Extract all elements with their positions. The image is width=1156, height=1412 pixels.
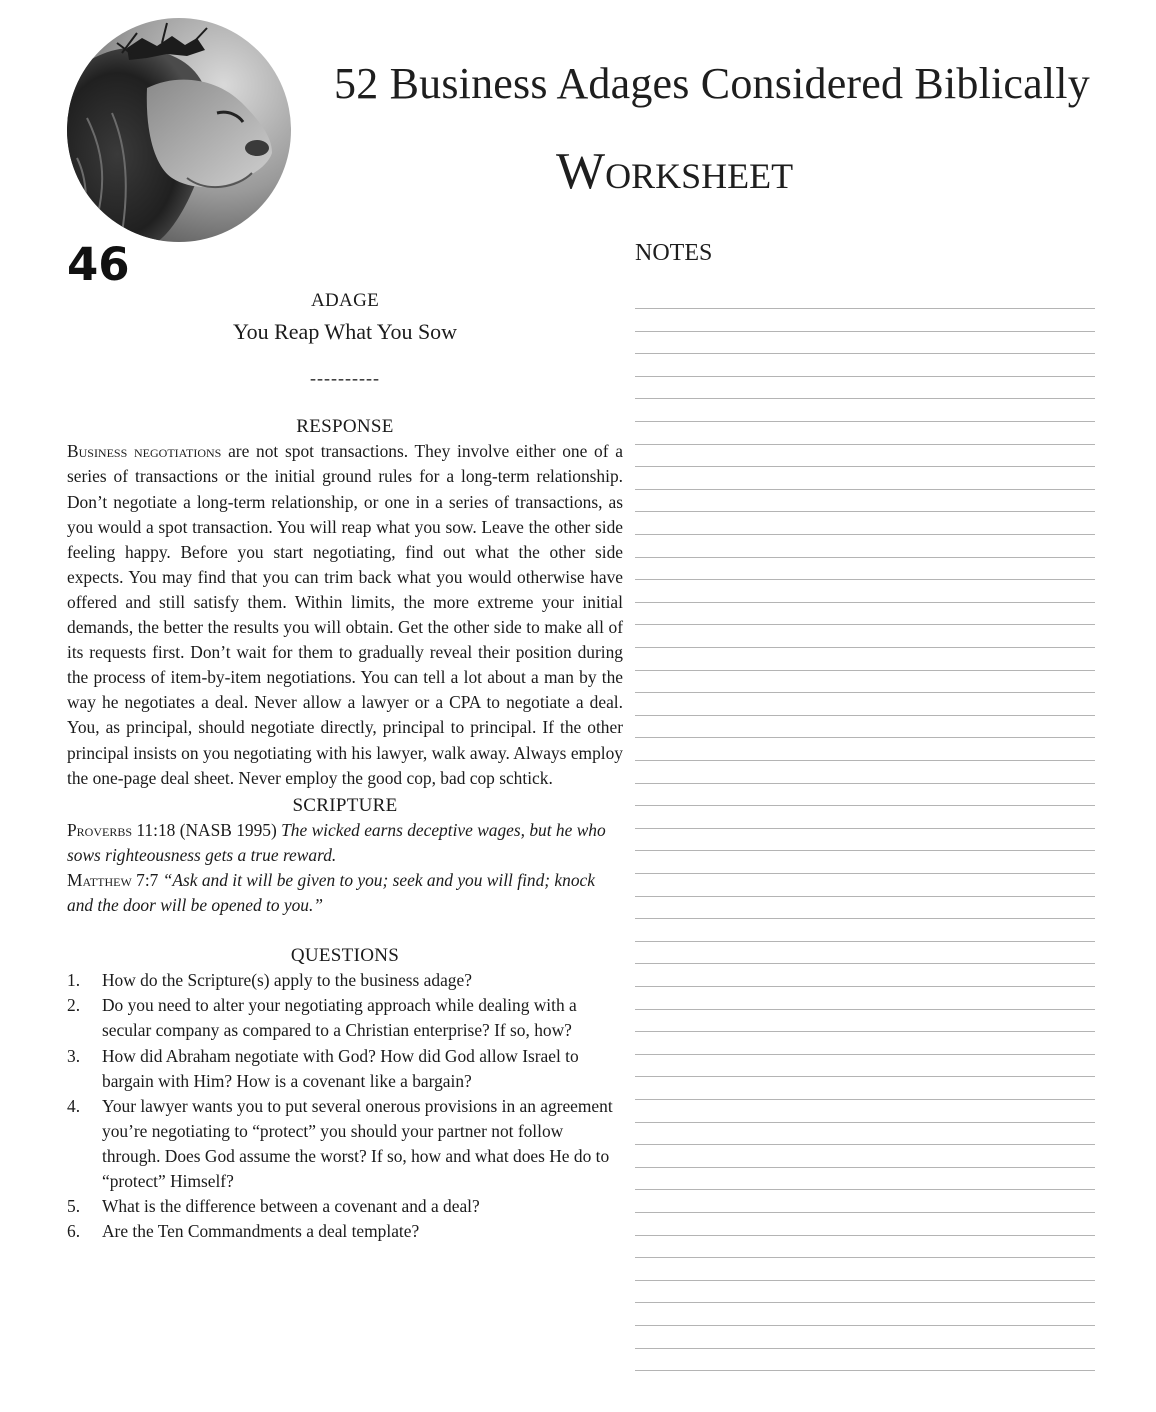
note-line — [635, 308, 1095, 309]
lion-image — [67, 18, 291, 242]
response-body: are not spot transactions. They involve either one of a series of transactions or the initial ground rules for a long-term relationship. Don’t negotiate a long-term relationship, or one in a series of transactions, as you would a spot transaction. You will reap what you sow. Leave the other side feeling happy. Before you start negotiating, find out what the other side expects. You may find that you can trim back what you would otherwise have offered and still satisfy them. Within limits, the more extreme your initial demands, the better the results you will obtain. Get the other side to make all of its requests first. Don’t wait for them to gradually reveal their position during the process of item-by-item negotiations. You can tell a lot about a man by the way he negotiates a deal. Never allow a lawyer or a CPA to negotiate a deal. You, as principal, should negotiate directly, principal to principal. If the other principal insists on you negotiating with his lawyer, walk away. Always employ the one-page deal sheet. Never employ the good cop, bad cop schtick. — [67, 441, 623, 788]
scripture-heading: SCRIPTURE — [292, 794, 398, 816]
note-line — [635, 353, 1095, 354]
note-line — [635, 602, 1095, 603]
note-line — [635, 1257, 1095, 1258]
question-number: 1. — [67, 970, 81, 991]
adage-text: You Reap What You Sow — [232, 319, 458, 345]
note-line — [635, 1054, 1095, 1055]
note-line — [635, 828, 1095, 829]
note-line — [635, 534, 1095, 535]
note-line — [635, 331, 1095, 332]
notes-label: NOTES — [635, 240, 713, 266]
note-line — [635, 647, 1095, 648]
question-item — [67, 1044, 623, 1094]
note-line — [635, 579, 1095, 580]
note-line — [635, 1122, 1095, 1123]
note-line — [635, 1325, 1095, 1326]
note-line — [635, 918, 1095, 919]
response-paragraph — [67, 439, 623, 790]
note-line — [635, 624, 1095, 625]
note-line — [635, 1099, 1095, 1100]
question-number: 2. — [67, 995, 81, 1016]
question-item — [67, 1194, 623, 1219]
adage-heading: ADAGE — [311, 290, 379, 311]
note-line — [635, 692, 1095, 693]
note-line — [635, 557, 1095, 558]
note-line — [635, 670, 1095, 671]
note-line — [635, 986, 1095, 987]
note-line — [635, 1009, 1095, 1010]
note-line — [635, 421, 1095, 422]
verse-text: “Ask and it will be given to you; seek and you will find; knock and the door will be opened to you.” — [67, 869, 595, 916]
scripture-verse — [67, 868, 623, 918]
question-number: 6. — [67, 1221, 81, 1242]
note-line — [635, 1167, 1095, 1168]
note-line — [635, 873, 1095, 874]
question-text: Do you need to alter your negotiating approach while dealing with a secular company as compared to a Christian enterprise? If so, how? — [102, 995, 577, 1041]
note-line — [635, 1370, 1095, 1371]
note-line — [635, 444, 1095, 445]
scripture-verse — [67, 818, 623, 868]
note-line — [635, 376, 1095, 377]
note-line — [635, 941, 1095, 942]
note-line — [635, 1189, 1095, 1190]
note-line — [635, 783, 1095, 784]
note-line — [635, 715, 1095, 716]
note-line — [635, 1076, 1095, 1077]
question-number: 4. — [67, 1095, 81, 1116]
note-line — [635, 466, 1095, 467]
note-line — [635, 737, 1095, 738]
note-line — [635, 1235, 1095, 1236]
question-item — [67, 993, 623, 1043]
worksheet-content — [67, 288, 623, 1244]
response-lead: Business negotiations — [67, 441, 222, 462]
question-item — [67, 968, 623, 993]
note-line — [635, 1144, 1095, 1145]
question-text: What is the difference between a covenant and a deal? — [102, 1196, 480, 1217]
question-text: How do the Scripture(s) apply to the business adage? — [102, 970, 472, 991]
verse-reference: Proverbs 11:18 — [67, 819, 176, 840]
question-text: How did Abraham negotiate with God? How did God allow Israel to bargain with Him? How is a covenant like a bargain? — [102, 1045, 579, 1091]
verse-version: (NASB 1995) — [175, 819, 282, 840]
note-line — [635, 489, 1095, 490]
response-heading: RESPONSE — [296, 416, 394, 438]
questions-heading: QUESTIONS — [290, 945, 400, 967]
verse-text: The wicked earns deceptive wages, but he who sows righteousness gets a true reward. — [67, 819, 606, 865]
question-number: 5. — [67, 1196, 81, 1217]
note-line — [635, 1031, 1095, 1032]
verse-reference: Matthew 7:7 — [67, 869, 159, 890]
question-text: Are the Ten Commandments a deal template? — [102, 1221, 420, 1242]
note-line — [635, 511, 1095, 512]
note-line — [635, 805, 1095, 806]
note-line — [635, 963, 1095, 964]
adage-number: 46 — [67, 238, 130, 291]
note-line — [635, 1348, 1095, 1349]
note-line — [635, 760, 1095, 761]
note-line — [635, 896, 1095, 897]
lion-illustration — [67, 18, 291, 242]
note-line — [635, 1302, 1095, 1303]
separator: ---------- — [310, 368, 380, 389]
question-item — [67, 1094, 623, 1194]
note-line — [635, 1280, 1095, 1281]
question-text: Your lawyer wants you to put several onerous provisions in an agreement you’re negotiating to “protect” you should your partner not follow through. Does God assume the worst? If so, how and what does He do to “protect” Himself? — [102, 1095, 613, 1191]
questions-list — [67, 968, 623, 1244]
question-number: 3. — [67, 1045, 81, 1066]
note-line — [635, 398, 1095, 399]
question-item — [67, 1219, 623, 1244]
book-title: 52 Business Adages Considered Biblically — [334, 59, 1090, 108]
worksheet-title: Worksheet — [556, 143, 794, 200]
note-line — [635, 1212, 1095, 1213]
note-line — [635, 850, 1095, 851]
